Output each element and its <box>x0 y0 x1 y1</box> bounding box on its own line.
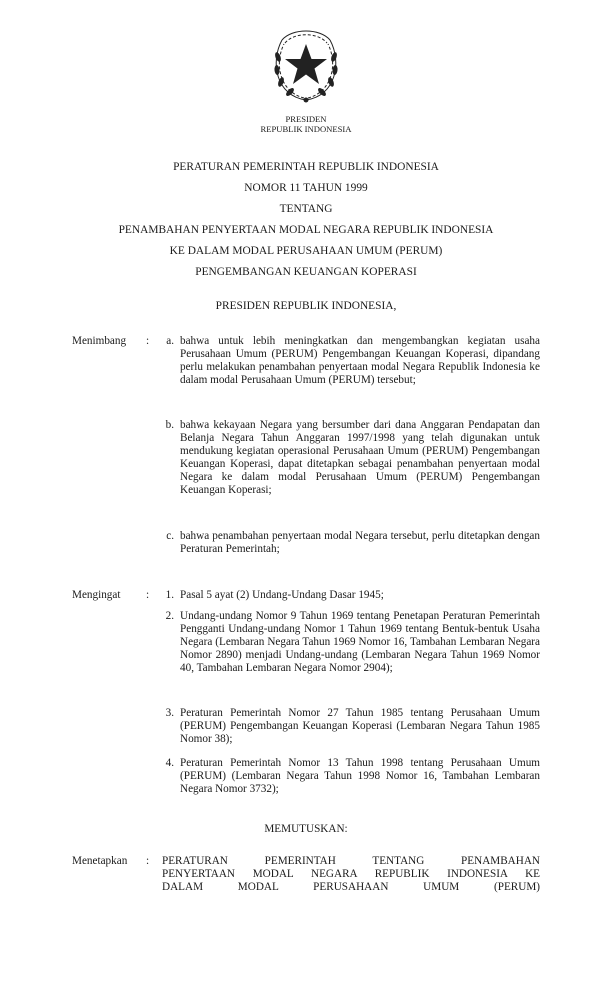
menimbang-item-mark: b. <box>165 419 174 431</box>
mengingat-colon: : <box>146 589 150 601</box>
menetapkan-colon: : <box>146 855 150 867</box>
mengingat-item-4: Peraturan Pemerintah Nomor 13 Tahun 1998 tentang Perusahaan Umum (PERUM) (Lembaran Negara Tahun 1998 Nomor 16, Tambahan Lembaran Negara Nomor 3732); <box>180 757 540 796</box>
regulation-number: NOMOR 11 TAHUN 1999 <box>244 182 368 194</box>
menetapkan-line-2: PENYERTAAN MODAL NEGARA REPUBLIK INDONESIA KE <box>162 868 540 880</box>
regulation-subject-line-1: PENAMBAHAN PENYERTAAN MODAL NEGARA REPUBLIK INDONESIA <box>118 224 494 236</box>
mengingat-item-mark: 4. <box>165 757 174 769</box>
regulation-tentang: TENTANG <box>279 203 333 215</box>
menimbang-item-c: bahwa penambahan penyertaan modal Negara tersebut, perlu ditetapkan dengan Peraturan Pemerintah; <box>180 530 540 556</box>
menimbang-item-b: bahwa kekayaan Negara yang bersumber dari dana Anggaran Pendapatan dan Belanja Negara Tahun Anggaran 1997/1998 yang telah digunakan untuk mendukung kegiatan operasional Perusahaan Umum (PERUM) Pengembangan Keuangan Koperasi, dapat ditetapkan sebagai penambahan penyertaan modal Negara ke dalam modal Perusahaan Umum (PERUM) Pengembangan Keuangan Koperasi; <box>180 419 540 497</box>
presidential-seal-icon <box>268 22 344 106</box>
menimbang-colon: : <box>146 335 150 347</box>
menimbang-item-mark: c. <box>166 530 174 542</box>
regulation-subject-line-3: PENGEMBANGAN KEUANGAN KOPERASI <box>195 266 417 278</box>
menimbang-item-a: bahwa untuk lebih meningkatkan dan mengembangkan kegiatan usaha Perusahaan Umum (PERUM) Pengembangan Keuangan Koperasi, dipandang perlu melakukan penambahan penyertaan modal Negara Republik Indonesia ke dalam modal Perusahaan Umum (PERUM) tersebut; <box>180 335 540 387</box>
issuer-line: PRESIDEN REPUBLIK INDONESIA, <box>215 300 397 312</box>
mengingat-item-mark: 1. <box>165 589 174 601</box>
regulation-subject-line-2: KE DALAM MODAL PERUSAHAAN UMUM (PERUM) <box>169 245 443 257</box>
menetapkan-line-3: DALAM MODAL PERUSAHAAN UMUM (PERUM) <box>162 881 540 893</box>
menetapkan-label: Menetapkan <box>72 855 128 867</box>
menimbang-label: Menimbang <box>72 335 127 347</box>
mengingat-item-mark: 2. <box>165 610 174 622</box>
header-republik-indonesia: REPUBLIK INDONESIA <box>260 124 352 134</box>
mengingat-item-1: Pasal 5 ayat (2) Undang-Undang Dasar 1945; <box>180 589 384 601</box>
mengingat-item-2: Undang-undang Nomor 9 Tahun 1969 tentang Penetapan Peraturan Pemerintah Pengganti Undang-undang Nomor 1 Tahun 1969 tentang Bentuk-bentuk Usaha Negara (Lembaran Negara Tahun 1969 Nomor 16, Tambahan Lembaran Negara Nomor 2890) menjadi Undang-undang (Lembaran Negara Tahun 1969 Nomor 40, Tambahan Lembaran Negara Nomor 2904); <box>180 610 540 675</box>
regulation-type: PERATURAN PEMERINTAH REPUBLIK INDONESIA <box>173 161 439 173</box>
mengingat-item-mark: 3. <box>165 707 174 719</box>
menimbang-item-mark: a. <box>166 335 174 347</box>
mengingat-item-3: Peraturan Pemerintah Nomor 27 Tahun 1985 tentang Perusahaan Umum (PERUM) Pengembangan Keuangan Koperasi (Lembaran Negara Tahun 1985 Nomor 38); <box>180 707 540 746</box>
memutuskan-heading: MEMUTUSKAN: <box>264 823 348 835</box>
menetapkan-line-1: PERATURAN PEMERINTAH TENTANG PENAMBAHAN <box>162 855 540 867</box>
header-presiden: PRESIDEN <box>285 114 327 124</box>
mengingat-label: Mengingat <box>72 589 121 601</box>
